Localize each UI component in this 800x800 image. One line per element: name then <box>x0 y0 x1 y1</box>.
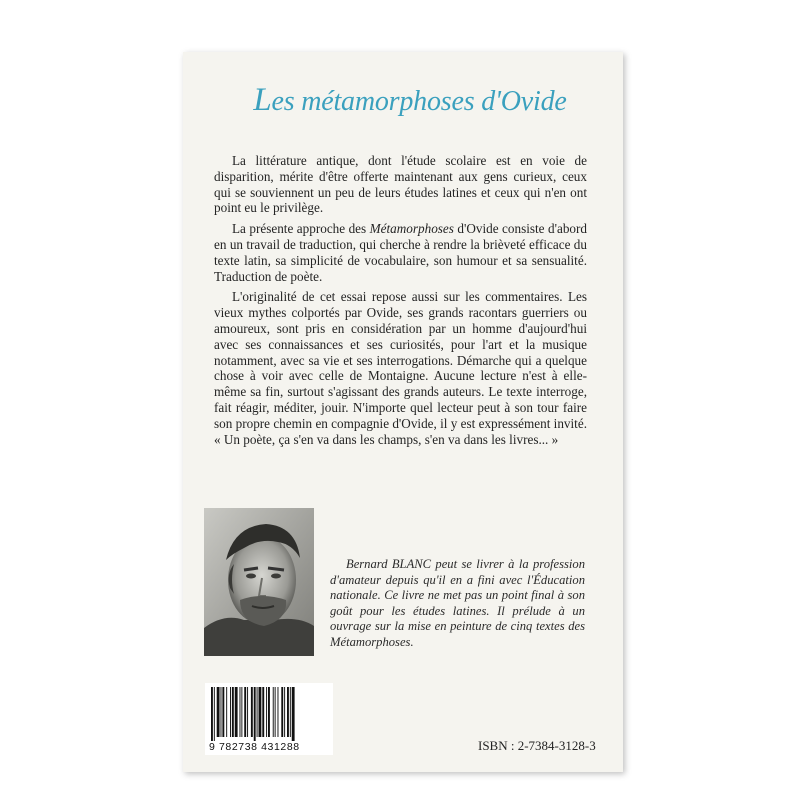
barcode-digits: 9 782738 431288 <box>209 741 300 753</box>
blurb-paragraph-2 <box>214 221 587 284</box>
author-bio-text-end: . <box>410 634 414 649</box>
blurb-paragraph-2-text-end: d'Ovide consiste d'abord en un travail de traduction, qui cherche à rendre la brièveté efficace du texte latin, sa simplicité de vocabulaire, son humour et sa sensualité. Traduction de poète. <box>214 221 588 284</box>
barcode <box>205 683 333 755</box>
blurb-paragraph-3 <box>214 289 587 447</box>
author-bio-paragraph <box>330 557 585 650</box>
author-bio <box>330 557 585 650</box>
author-bio-emphasis: Métamorphoses <box>330 634 411 649</box>
title-rest: es métamorphoses d'Ovide <box>271 86 567 117</box>
blurb-paragraph-1-text: La littérature antique, dont l'étude scolaire est en voie de disparition, mérite d'être offerte maintenant aux gens curieux, ceux qui se souviennent un peu de leurs études latines et ceux qui n'en ont point eu le privilège. <box>214 153 587 216</box>
blurb-paragraph-1 <box>214 153 587 216</box>
barcode-bars <box>209 687 329 741</box>
author-photo <box>204 508 314 656</box>
blurb-text <box>214 153 587 452</box>
author-portrait-image <box>204 508 314 656</box>
blurb-paragraph-2-text: La présente approche des <box>232 221 370 237</box>
blurb-paragraph-2-emphasis: Métamorphoses <box>369 221 454 237</box>
isbn-label: ISBN : 2-7384-3128-3 <box>478 738 596 753</box>
title-initial: L <box>253 82 272 118</box>
author-bio-text: Bernard BLANC peut se livrer à la profession d'amateur depuis qu'il en a fini avec l'Éducation nationale. Ce livre ne met pas un point final à son goût pour les études latines. Il prélude à un ouvrage sur la mise en peinture de cinq textes des <box>330 557 585 633</box>
book-title <box>220 82 600 119</box>
blurb-paragraph-3-text: L'originalité de cet essai repose aussi sur les commentaires. Les vieux mythes colportés par Ovide, ses grands racontars guerriers ou amoureux, sont pris en considération par un homme d'aujourd'hui avec ses connaissances et ses curiosités, pour l'art et la musique notamment, avec sa vie et ses interrogations. Démarche qui a quelque chose à voir avec celle de Montaigne. Aucune lecture n'est à elle-même sa fin, surtout s'agissant des grands auteurs. Le texte interroge, fait réagir, méditer, jouir. N'importe quel lecteur peut à son tour faire son propre chemin en compagnie d'Ovide, il y est expressément invité. « Un poète, ça s'en va dans les champs, s'en va dans les livres... » <box>214 289 587 447</box>
